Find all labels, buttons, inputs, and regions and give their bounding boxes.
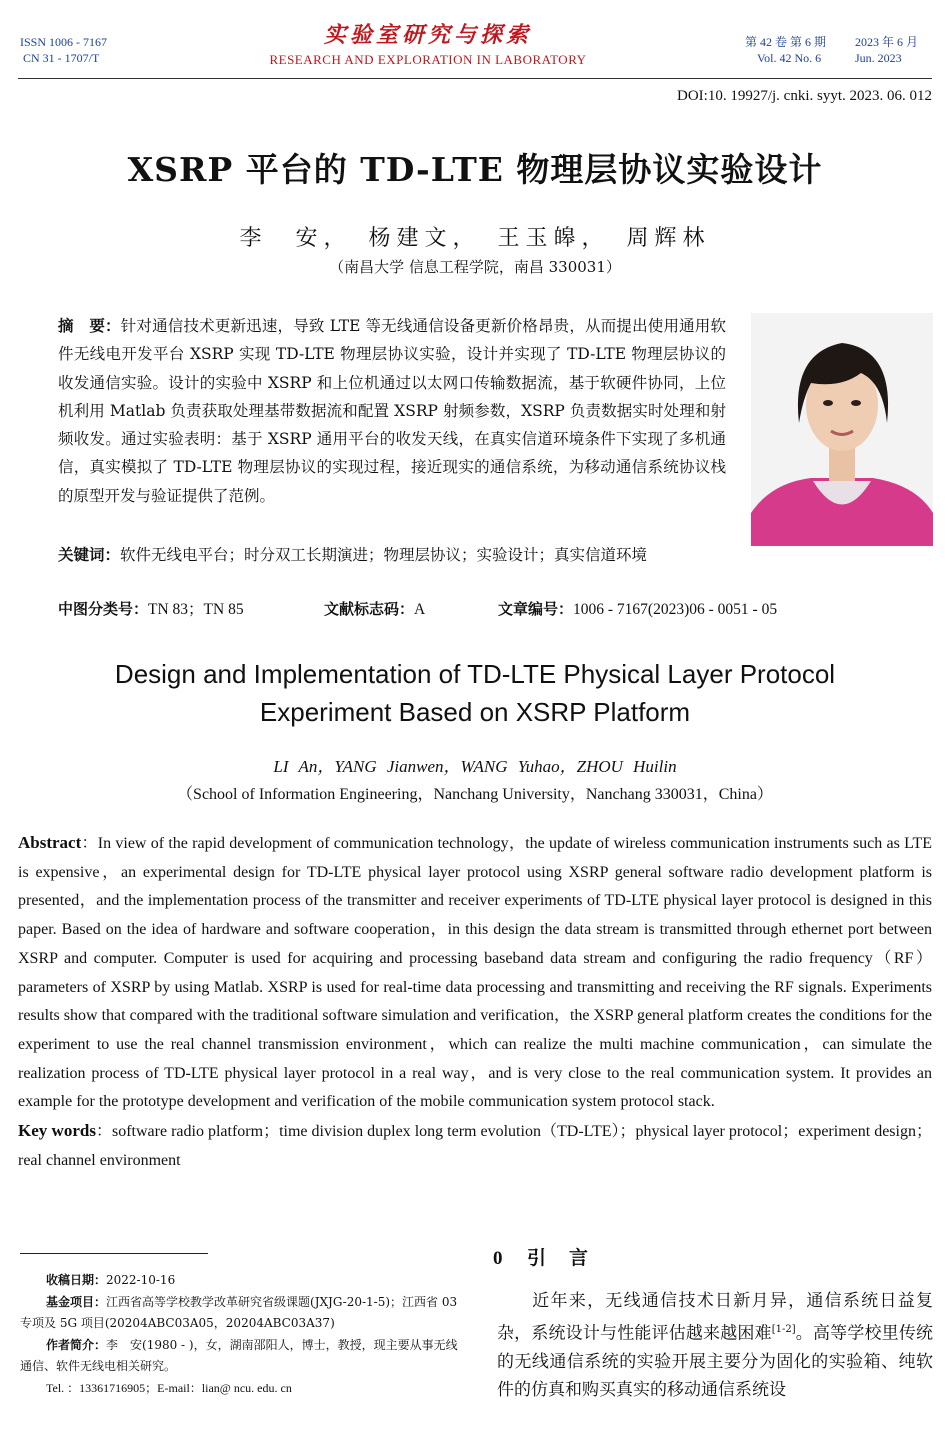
intro-text-2: 。高等学校里传统的无线通信系统的实验开展主要分为固化的实验箱、纯软件的仿真和购买真实的移动通信系统设: [497, 1323, 934, 1401]
issn-block: [20, 34, 107, 66]
citation: [1-2]: [771, 1323, 796, 1335]
doc-code-value: A: [414, 601, 426, 618]
volume-block: [745, 34, 918, 66]
article-number-label: 文章编号：: [498, 600, 574, 618]
paper-title-cn: XSRP 平台的 TD-LTE 物理层协议实验设计: [127, 150, 823, 189]
doi: DOI:10. 19927/j. cnki. syyt. 2023. 06. 012: [677, 88, 932, 104]
bio-text: 李 安(1980 - )，女，湖南邵阳人，博士，教授，现主要从事无线通信、软件无线电相关研究。: [20, 1337, 458, 1373]
keywords-en-label: Key words: [18, 1121, 96, 1141]
cn-number: CN 31 - 1707/T: [23, 51, 100, 65]
journal-masthead: [248, 20, 608, 68]
date-cn: 2023 年 6 月: [855, 35, 919, 49]
volume-cn: 第 42 卷 第 6 期: [745, 35, 827, 49]
header-divider: [18, 78, 932, 79]
intro-text-1: 近年来，无线通信技术日新月异，通信系统日益复杂，系统设计与性能评估越来越困难: [497, 1291, 933, 1344]
volume-en: Vol. 42 No. 6: [757, 51, 822, 65]
section-heading: [493, 1243, 590, 1270]
fund-label: 基金项目：: [46, 1294, 107, 1309]
authors-cn: 李 安， 杨建文， 王玉皞， 周辉林: [239, 226, 711, 251]
abstract-cn-text: 针对通信技术更新迅速，导致 LTE 等无线通信设备更新价格昂贵，从而提出使用通用软件无线电开发平台 XSRP 实现 TD-LTE 物理层协议实验，设计并实现了 TD-LTE 物理层协议的收发通信实验。设计的实验中 XSRP 和上位机通过以太网口传输数据流，基于软硬件协同，上位机利用 Matlab 负责获取处理基带数据流和配置 XSRP 射频参数，XSRP 负责数据实时处理和射频收发。通过实验表明：基于 XSRP 通用平台的收发天线，在真实信道环境条件下实现了多机通信，真实模拟了 TD-LTE 物理层协议的实现过程，接近现实的通信系统，为移动通信系统协议栈的原型开发与验证提供了范例。: [58, 317, 726, 505]
section-number: 0: [493, 1248, 505, 1269]
footnote-divider: [20, 1253, 208, 1254]
paper-title-en-line1: Design and Implementation of TD-LTE Physical Layer Protocol: [114, 659, 836, 689]
abstract-cn: [58, 312, 726, 510]
keywords-cn-label: 关键词：: [58, 546, 121, 564]
received-date: 2022-10-16: [106, 1273, 176, 1287]
abstract-en: [18, 829, 932, 1175]
doc-code-label: 文献标志码：: [324, 600, 415, 618]
abstract-en-label: Abstract: [18, 833, 82, 852]
journal-title-en: RESEARCH AND EXPLORATION IN LABORATORY: [269, 52, 587, 67]
received-label: 收稿日期：: [46, 1273, 107, 1287]
paper-title-en: [0, 655, 950, 731]
abstract-en-text: ：In view of the rapid development of communication technology，the update of wireless communication instruments such as LTE is expensive，an experimental design for TD-LTE physical layer protocol using XSRP general software radio development platform is presented，and the implementation process of the transmitter and receiver experiments of TD-LTE physical layer protocol is designed in this paper. Based on the idea of hardware and software cooperation，in this design the data stream is transmitted through ethernet port between XSRP and computer. Computer is used for acquiring and processing baseband data stream and configuring the radio frequency（RF）parameters of XSRP by using Matlab. XSRP is used for real-time data processing and transmitting and receiving the RF signals. Experiments results show that compared with the traditional software simulation and verification，the XSRP general platform creates the conditions for the experiment to use the real channel transmission environment，which can realize the multi machine communication，can simulate the realization process of TD-LTE physical layer protocol in a real way，and is very close to the real communication system. It provides an example for the prototype development and verification of the mobile communication system protocol stack.: [18, 835, 933, 1111]
keywords-en-text: ：software radio platform；time division duplex long term evolution（TD-LTE）；physical layer protocol；experiment design；real channel environment: [18, 1123, 932, 1169]
date-en: Jun. 2023: [855, 51, 902, 65]
issn: ISSN 1006 - 7167: [20, 35, 108, 49]
affiliation-en: （School of Information Engineering，Nanchang University，Nanchang 330031，China）: [177, 786, 773, 803]
authors-en: LI An，YANG Jianwen，WANG Yuhao，ZHOU Huilin: [273, 757, 677, 776]
article-number-value: 1006 - 7167(2023)06 - 0051 - 05: [573, 601, 778, 618]
keywords-cn: [58, 541, 726, 569]
affiliation-cn: （南昌大学 信息工程学院，南昌 330031）: [329, 258, 621, 276]
keywords-cn-text: 软件无线电平台；时分双工长期演进；物理层协议；实验设计；真实信道环境: [120, 546, 648, 564]
clc-value: TN 83；TN 85: [148, 601, 244, 618]
section-title: 引 言: [527, 1247, 591, 1269]
intro-paragraph: [497, 1287, 933, 1405]
footnotes: [20, 1270, 465, 1399]
journal-title-cn: 实验室研究与探索: [323, 22, 532, 48]
bio-label: 作者简介：: [46, 1337, 107, 1352]
paper-title-en-line2: Experiment Based on XSRP Platform: [259, 697, 691, 727]
author-photo: [751, 313, 933, 546]
fund-text: 江西省高等学校教学改革研究省级课题(JXJG-20-1-5)；江西省 03 专项及 5G 项目(20204ABC03A05，20204ABC03A37): [20, 1294, 458, 1330]
clc-label: 中图分类号：: [58, 600, 149, 618]
abstract-cn-label: 摘 要：: [58, 317, 121, 335]
contact-info: Tel. ：13361716905；E-mail：lian@ ncu. edu. cn: [46, 1380, 292, 1395]
